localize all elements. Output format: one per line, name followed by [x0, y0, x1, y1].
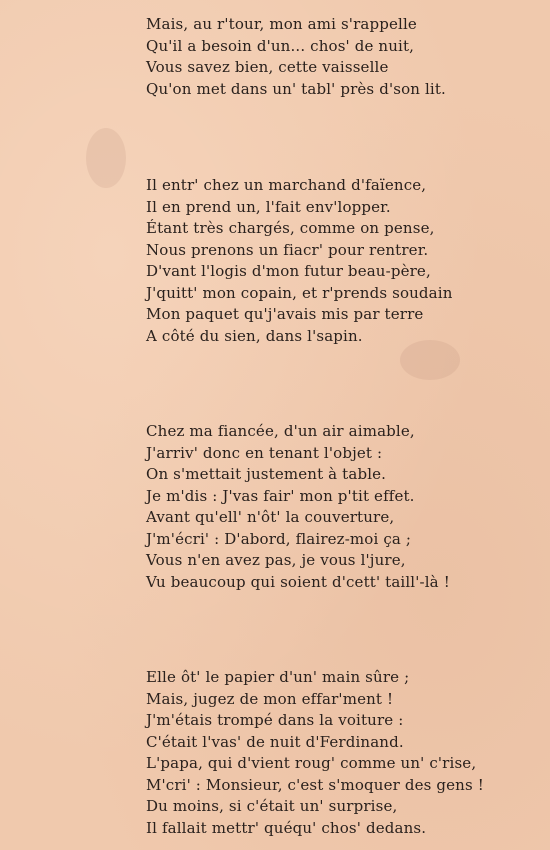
verse-line: J'm'étais trompé dans la voiture :: [146, 711, 404, 729]
verse-line: J'm'écri' : D'abord, flairez-moi ça ;: [146, 529, 412, 548]
verse-line: Chez ma fiancée, d'un air aimable,: [146, 422, 415, 440]
paper-stain: [86, 128, 126, 188]
verse-line: Nous prenons un fiacr' pour rentrer.: [146, 240, 429, 259]
verse-line: Qu'on met dans un' tabl' près d'son lit.: [146, 79, 446, 98]
stanza-1: [146, 14, 446, 100]
verse-line: Qu'il a besoin d'un... chos' de nuit,: [146, 36, 415, 55]
verse-line: Il entr' chez un marchand d'faïence,: [146, 176, 427, 194]
verse-line: Il fallait mettr' quéqu' chos' dedans.: [146, 818, 427, 837]
verse-line: Mais, au r'tour, mon ami s'rappelle: [146, 15, 417, 33]
verse-line: On s'mettait justement à table.: [146, 465, 387, 483]
verse-line: Mon paquet qu'j'avais mis par terre: [146, 305, 424, 323]
verse-line: Il en prend un, l'fait env'lopper.: [146, 197, 391, 216]
verse-line: A côté du sien, dans l'sapin.: [146, 326, 363, 345]
verse-line: L'papa, qui d'vient roug' comme un' c'rise,: [146, 754, 477, 772]
stanza-3: [146, 421, 450, 593]
verse-line: Vous n'en avez pas, je vous l'jure,: [146, 551, 406, 569]
verse-line: Vous savez bien, cette vaisselle: [146, 58, 389, 76]
verse-line: J'arriv' donc en tenant l'objet :: [146, 443, 383, 462]
verse-line: Je m'dis : J'vas fair' mon p'tit effet.: [146, 486, 415, 505]
stanza-4: [146, 667, 484, 839]
verse-line: Elle ôt' le papier d'un' main sûre ;: [146, 668, 410, 686]
stanza-2: [146, 175, 453, 347]
verse-line: Avant qu'ell' n'ôt' la couverture,: [146, 508, 395, 526]
verse-line: D'vant l'logis d'mon futur beau-père,: [146, 262, 431, 280]
verse-line: Vu beaucoup qui soient d'cett' taill'-là !: [146, 572, 450, 591]
verse-line: Mais, jugez de mon effar'ment !: [146, 689, 394, 708]
verse-line: Du moins, si c'était un' surprise,: [146, 797, 398, 815]
verse-line: Étant très chargés, comme on pense,: [146, 219, 435, 237]
verse-line: M'cri' : Monsieur, c'est s'moquer des gens !: [146, 775, 484, 794]
verse-line: J'quitt' mon copain, et r'prends soudain: [146, 283, 453, 302]
verse-line: C'était l'vas' de nuit d'Ferdinand.: [146, 732, 404, 751]
